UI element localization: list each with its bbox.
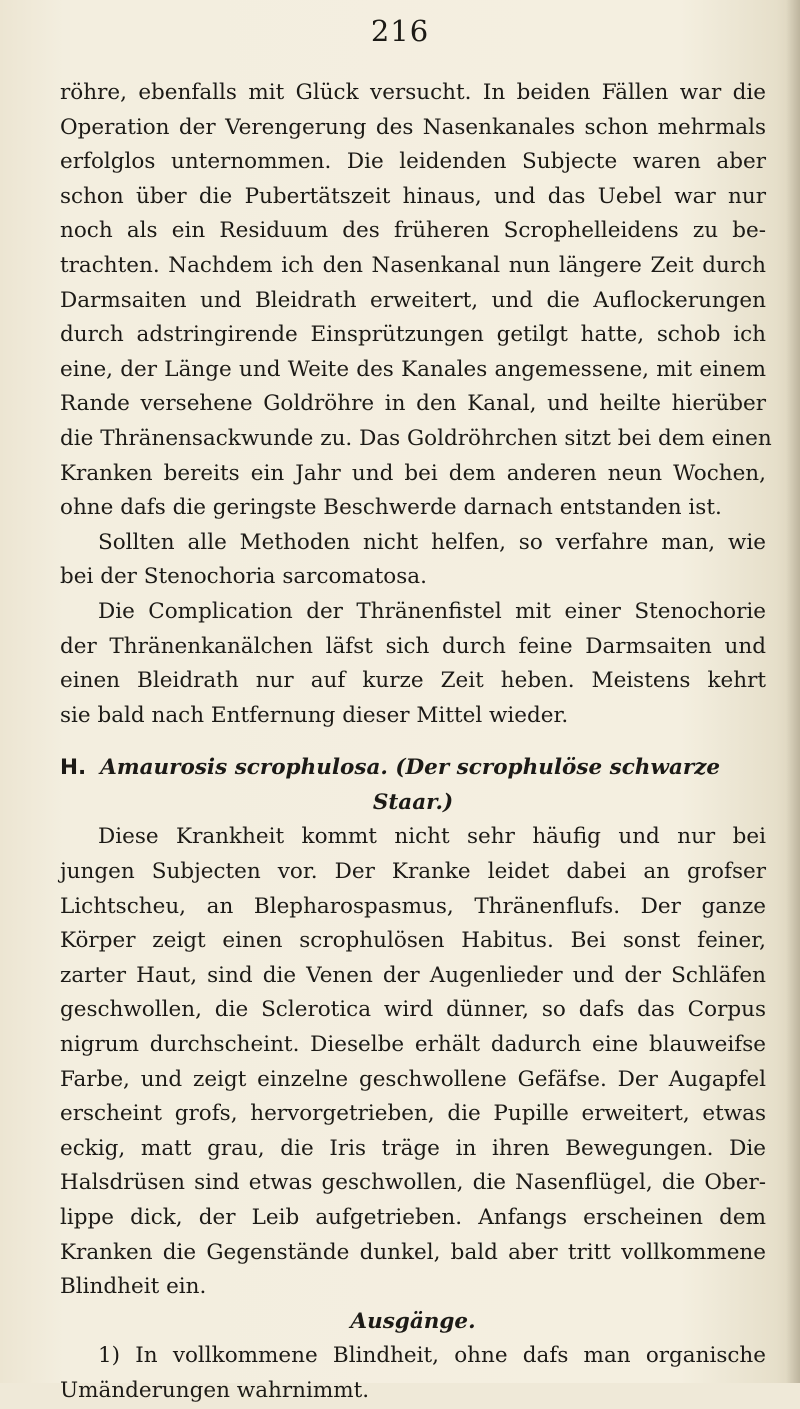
text-line: lippe dick, der Leib aufgetrieben. Anfangs erscheinen dem bbox=[60, 1205, 766, 1230]
text-line: 1) In vollkommene Blindheit, ohne dafs man organische bbox=[98, 1343, 766, 1369]
text-line: Körper zeigt einen scrophulösen Habitus. Bei sonst feiner, bbox=[60, 928, 766, 954]
text-line: jungen Subjecten vor. Der Kranke leidet dabei an grofser bbox=[60, 859, 766, 885]
paragraph-4 bbox=[60, 820, 766, 1304]
text-line: bei der Stenochoria sarcomatosa. bbox=[60, 564, 427, 590]
text-line: eine, der Länge und Weite des Kanales angemessene, mit einem bbox=[60, 356, 766, 382]
text-line: sie bald nach Entfernung dieser Mittel wieder. bbox=[60, 702, 569, 728]
paragraph-1 bbox=[60, 76, 772, 526]
text-line: erscheint grofs, hervorgetrieben, die Pupille erweitert, etwas bbox=[60, 1101, 766, 1127]
section-title: Amaurosis scrophulosa. (Der scrophulöse schwarze bbox=[100, 755, 721, 781]
text-line: Kranken die Gegenstände dunkel, bald aber tritt vollkommene bbox=[60, 1239, 766, 1265]
text-line: Diese Krankheit kommt nicht sehr häufig und nur bei bbox=[98, 824, 766, 850]
text-line: schon über die Pubertätszeit hinaus, und das Uebel war nur bbox=[60, 183, 766, 209]
text-line: der Thränenkanälchen läfst sich durch feine Darmsaiten und bbox=[60, 633, 766, 659]
section-number: H. bbox=[60, 755, 87, 781]
text-line: noch als ein Residuum des früheren Scrophelleidens zu be- bbox=[60, 218, 766, 244]
paragraph-3 bbox=[60, 595, 766, 733]
text-line: trachten. Nachdem ich den Nasenkanal nun längere Zeit durch bbox=[60, 252, 766, 278]
body-text bbox=[60, 76, 772, 1409]
text-line: Operation der Verengerung des Nasenkanales schon mehrmals bbox=[60, 114, 766, 140]
text-line: Umänderungen wahrnimmt. bbox=[60, 1377, 370, 1403]
text-line: röhre, ebenfalls mit Glück versucht. In beiden Fällen war die bbox=[60, 80, 766, 105]
subheading-outcomes: Ausgänge. bbox=[350, 1308, 476, 1334]
paragraph-2 bbox=[60, 526, 766, 595]
text-line: einen Bleidrath nur auf kurze Zeit heben. Meistens kehrt bbox=[60, 668, 766, 694]
text-line: Farbe, und zeigt einzelne geschwollene Gefäfse. Der Augapfel bbox=[60, 1066, 766, 1092]
text-line: nigrum durchscheint. Dieselbe erhält dadurch eine blauweifse bbox=[60, 1032, 766, 1058]
text-line: ohne dafs die geringste Beschwerde darnach entstanden ist. bbox=[60, 495, 722, 521]
text-line: Darmsaiten und Bleidrath erweitert, und die Auflockerungen bbox=[60, 287, 766, 313]
text-line: erfolglos unternommen. Die leidenden Subjecte waren aber bbox=[60, 149, 766, 175]
text-line: durch adstringirende Einsprützungen getilgt hatte, schob ich bbox=[60, 322, 766, 348]
text-line: Sollten alle Methoden nicht helfen, so verfahre man, wie bbox=[98, 529, 766, 555]
text-line: Die Complication der Thränenfistel mit einer Stenochorie bbox=[98, 598, 766, 624]
text-line: eckig, matt grau, die Iris träge in ihren Bewegungen. Die bbox=[60, 1135, 766, 1161]
page-number: 216 bbox=[370, 14, 430, 48]
text-line: Rande versehene Goldröhre in den Kanal, und heilte hierüber bbox=[60, 391, 766, 417]
section-title-continuation: Staar.) bbox=[372, 789, 454, 815]
section-heading bbox=[60, 751, 766, 786]
text-line: geschwollen, die Sclerotica wird dünner, so dafs das Corpus bbox=[60, 997, 766, 1023]
text-line: Blindheit ein. bbox=[60, 1274, 207, 1300]
text-line: Kranken bereits ein Jahr und bei dem anderen neun Wochen, bbox=[60, 460, 766, 486]
text-line: die Thränensackwunde zu. Das Goldröhrchen sitzt bei dem einen bbox=[60, 425, 772, 451]
text-line: Lichtscheu, an Blepharospasmus, Thränenflufs. Der ganze bbox=[60, 893, 766, 919]
text-line: Halsdrüsen sind etwas geschwollen, die Nasenflügel, die Ober- bbox=[60, 1170, 766, 1196]
page-edge-shadow bbox=[786, 0, 800, 1383]
paragraph-5 bbox=[60, 1339, 766, 1408]
text-line: zarter Haut, sind die Venen der Augenlieder und der Schläfen bbox=[60, 962, 766, 988]
